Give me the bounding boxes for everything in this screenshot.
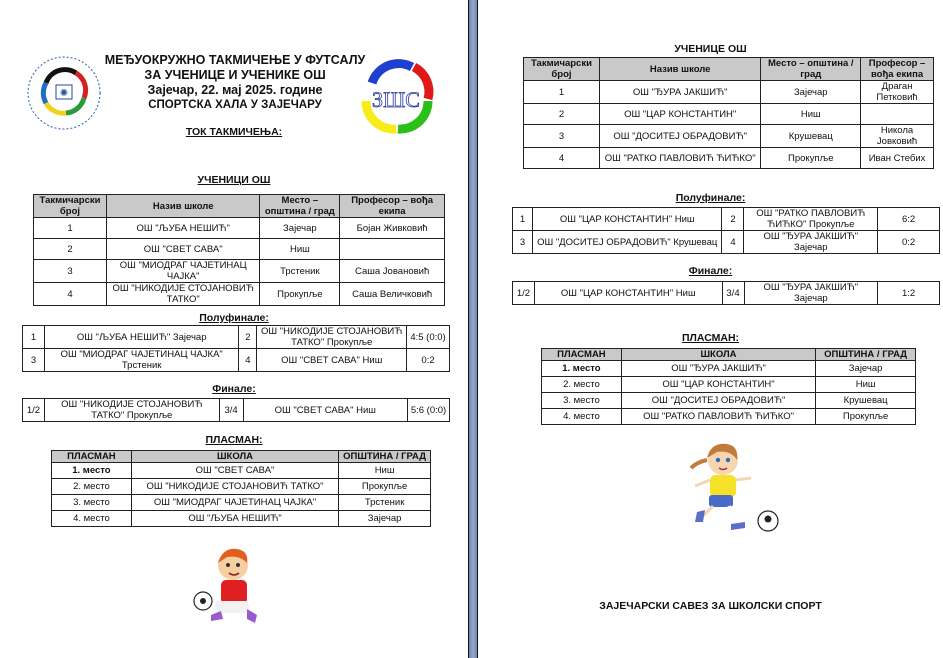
municipality: Ниш xyxy=(816,377,916,393)
municipality: Зајечар xyxy=(816,361,916,377)
table-row xyxy=(34,283,445,306)
column-header: Назив школе xyxy=(106,195,260,218)
match-row xyxy=(513,231,940,254)
team-number: 2 xyxy=(34,239,107,260)
ranking-header-row xyxy=(542,349,916,361)
municipality: Трстеник xyxy=(260,260,340,283)
document-page-left xyxy=(0,0,468,658)
column-header: ОПШТИНА / ГРАД xyxy=(816,349,916,361)
column-header: Назив школе xyxy=(599,58,760,81)
municipality: Ниш xyxy=(339,463,431,479)
school-name: ОШ "МИОДРАГ ЧАЈЕТИНАЦ ЧАЈКА" xyxy=(106,260,260,283)
team-number: 2 xyxy=(524,104,600,125)
score: 0:2 xyxy=(407,349,450,372)
organizer-footer: ЗАЈЕЧАРСКИ САВЕЗ ЗА ШКОЛСКИ СПОРТ xyxy=(599,600,822,612)
match-row xyxy=(23,326,450,349)
svg-text:✺: ✺ xyxy=(59,88,69,99)
ranking-heading-girls: ПЛАСМАН: xyxy=(681,332,740,344)
boy-football-illustration xyxy=(185,543,275,635)
column-header: ШКОЛА xyxy=(131,451,338,463)
group-heading-boys: УЧЕНИЦИ ОШ xyxy=(197,174,271,186)
municipality: Зајечар xyxy=(260,218,340,239)
seed: 2 xyxy=(239,326,257,349)
school-name: ОШ "НИКОДИЈЕ СТОЈАНОВИЋ ТАТКО" xyxy=(106,283,260,306)
place: 3. место xyxy=(52,495,132,511)
municipality: Ниш xyxy=(761,104,861,125)
home-team: ОШ "ДОСИТЕЈ ОБРАДОВИЋ" Крушевац xyxy=(532,231,722,254)
teams-header-row xyxy=(524,58,934,81)
seed: 3 xyxy=(23,349,45,372)
school-name: ОШ "РАТКО ПАВЛОВИЋ ЋИЋКО" xyxy=(599,148,760,169)
final-heading-boys: Финале: xyxy=(212,383,256,395)
title-line: ЗА УЧЕНИЦЕ И УЧЕНИКЕ ОШ xyxy=(144,68,326,82)
school-name: ОШ "СВЕТ САВА" xyxy=(106,239,260,260)
match-row xyxy=(513,208,940,231)
away-team: ОШ "ЂУРА ЈАКШИЋ" Зајечар xyxy=(744,282,878,305)
teams-table-girls xyxy=(523,57,934,169)
table-row xyxy=(34,260,445,283)
score: 0:2 xyxy=(878,231,940,254)
away-team: ОШ "ЂУРА ЈАКШИЋ" Зајечар xyxy=(744,231,878,254)
ranking-heading-boys: ПЛАСМАН: xyxy=(205,434,263,446)
final-heading-girls: Финале: xyxy=(688,265,733,277)
home-team: ОШ "ЦАР КОНСТАНТИН" Ниш xyxy=(534,282,722,305)
municipality: Крушевац xyxy=(761,125,861,148)
match-row xyxy=(23,349,450,372)
column-header: Професор – вођа екипа xyxy=(340,195,445,218)
table-row xyxy=(524,104,934,125)
school-name: ОШ "ЦАР КОНСТАНТИН" xyxy=(621,377,815,393)
coach xyxy=(861,104,934,125)
document-page-right xyxy=(478,0,943,658)
coach: Саша Јовановић xyxy=(340,260,445,283)
ranking-table-boys xyxy=(51,450,431,527)
coach: Саша Величковић xyxy=(340,283,445,306)
seed: 4 xyxy=(722,231,744,254)
municipality: Крушевац xyxy=(816,393,916,409)
seed: 1 xyxy=(513,208,533,231)
team-number: 3 xyxy=(34,260,107,283)
municipality: Прокупље xyxy=(339,479,431,495)
place: 2. место xyxy=(52,479,132,495)
semifinal-table-girls xyxy=(512,207,940,254)
team-number: 4 xyxy=(524,148,600,169)
title-line: Зајечар, 22. мај 2025. године xyxy=(147,83,323,97)
away-team: ОШ "СВЕТ САВА" Ниш xyxy=(243,399,407,422)
final-table-boys xyxy=(22,398,450,422)
competition-flow-heading: ТОК ТАКМИЧЕЊА: xyxy=(185,126,283,138)
match-row xyxy=(23,399,450,422)
municipality: Зајечар xyxy=(339,511,431,527)
column-header: ПЛАСМАН xyxy=(542,349,622,361)
table-row xyxy=(542,409,916,425)
place: 4. место xyxy=(542,409,622,425)
teams-header-row xyxy=(34,195,445,218)
school-name: ОШ "ДОСИТЕЈ ОБРАДОВИЋ" xyxy=(599,125,760,148)
column-header: ОПШТИНА / ГРАД xyxy=(339,451,431,463)
school-name: ОШ "СВЕТ САВА" xyxy=(131,463,338,479)
school-name: ОШ "НИКОДИЈЕ СТОЈАНОВИЋ ТАТКО" xyxy=(131,479,338,495)
seed: 3 xyxy=(513,231,533,254)
ranking-header-row xyxy=(52,451,431,463)
title-line: МЕЂУОКРУЖНО ТАКМИЧЕЊЕ У ФУТСАЛУ xyxy=(104,53,366,67)
teams-table-boys xyxy=(33,194,445,306)
match-row xyxy=(513,282,940,305)
seed: 1 xyxy=(23,326,45,349)
event-title xyxy=(100,53,370,113)
table-row xyxy=(52,479,431,495)
away-team: ОШ "СВЕТ САВА" Ниш xyxy=(257,349,407,372)
semifinal-heading-girls: Полуфинале: xyxy=(675,192,746,204)
home-team: ОШ "НИКОДИЈЕ СТОЈАНОВИЋ ТАТКО" Прокупље xyxy=(44,399,219,422)
score: 5:6 (0:0) xyxy=(408,399,450,422)
municipality: Трстеник xyxy=(339,495,431,511)
coach: Драган Петковић xyxy=(861,81,934,104)
school-name: ОШ "ЉУБА НЕШИЋ" xyxy=(131,511,338,527)
place: 3. место xyxy=(542,393,622,409)
team-number: 4 xyxy=(34,283,107,306)
municipality: Зајечар xyxy=(761,81,861,104)
school-name: ОШ "ЂУРА ЈАКШИЋ" xyxy=(621,361,815,377)
seed: 3/4 xyxy=(722,282,744,305)
team-number: 3 xyxy=(524,125,600,148)
seed: 4 xyxy=(239,349,257,372)
table-row xyxy=(52,511,431,527)
title-line: СПОРТСКА ХАЛА У ЗАЈЕЧАРУ xyxy=(148,99,322,111)
column-header: Такмичарски број xyxy=(524,58,600,81)
coach: Бојан Живковић xyxy=(340,218,445,239)
page-divider xyxy=(468,0,478,658)
semifinal-heading-boys: Полуфинале: xyxy=(199,312,269,324)
column-header: Место – општина / град xyxy=(260,195,340,218)
semifinal-table-boys xyxy=(22,325,450,372)
team-number: 1 xyxy=(524,81,600,104)
table-row xyxy=(52,463,431,479)
team-number: 1 xyxy=(34,218,107,239)
table-row xyxy=(542,361,916,377)
table-row xyxy=(542,377,916,393)
school-name: ОШ "РАТКО ПАВЛОВИЋ ЋИЋКО" xyxy=(621,409,815,425)
seed: 2 xyxy=(722,208,744,231)
score: 6:2 xyxy=(878,208,940,231)
table-row xyxy=(524,81,934,104)
score: 1:2 xyxy=(878,282,940,305)
girl-football-illustration xyxy=(673,438,783,538)
table-row xyxy=(524,125,934,148)
table-row xyxy=(52,495,431,511)
column-header: Такмичарски број xyxy=(34,195,107,218)
school-name: ОШ "ДОСИТЕЈ ОБРАДОВИЋ" xyxy=(621,393,815,409)
score: 4:5 (0:0) xyxy=(407,326,450,349)
column-header: ШКОЛА xyxy=(621,349,815,361)
group-heading-girls: УЧЕНИЦЕ ОШ xyxy=(674,43,747,55)
place: 1. место xyxy=(542,361,622,377)
place: 4. место xyxy=(52,511,132,527)
column-header: Место – општина / град xyxy=(761,58,861,81)
column-header: Професор – вођа екипа xyxy=(861,58,934,81)
home-team: ОШ "ЉУБА НЕШИЋ" Зајечар xyxy=(44,326,238,349)
zss-logo-text: ЗШС xyxy=(372,87,420,112)
ranking-table-girls xyxy=(541,348,916,425)
away-team: ОШ "РАТКО ПАВЛОВИЋ ЋИЋКО" Прокупље xyxy=(744,208,878,231)
place: 2. место xyxy=(542,377,622,393)
away-team: ОШ "НИКОДИЈЕ СТОЈАНОВИЋ ТАТКО" Прокупље xyxy=(257,326,407,349)
serbian-school-sports-logo xyxy=(24,53,104,133)
coach: Иван Стебих xyxy=(861,148,934,169)
seed: 3/4 xyxy=(219,399,243,422)
place: 1. место xyxy=(52,463,132,479)
table-row xyxy=(542,393,916,409)
home-team: ОШ "МИОДРАГ ЧАЈЕТИНАЦ ЧАЈКА" Трстеник xyxy=(44,349,238,372)
school-name: ОШ "ЂУРА ЈАКШИЋ" xyxy=(599,81,760,104)
table-row xyxy=(34,218,445,239)
coach xyxy=(340,239,445,260)
table-row xyxy=(524,148,934,169)
home-team: ОШ "ЦАР КОНСТАНТИН" Ниш xyxy=(532,208,722,231)
column-header: ПЛАСМАН xyxy=(52,451,132,463)
municipality: Ниш xyxy=(260,239,340,260)
municipality: Прокупље xyxy=(761,148,861,169)
school-name: ОШ "ЦАР КОНСТАНТИН" xyxy=(599,104,760,125)
coach: Никола Јовковић xyxy=(861,125,934,148)
table-row xyxy=(34,239,445,260)
municipality: Прокупље xyxy=(260,283,340,306)
municipality: Прокупље xyxy=(816,409,916,425)
final-table-girls xyxy=(512,281,940,305)
school-name: ОШ "МИОДРАГ ЧАЈЕТИНАЦ ЧАЈКА" xyxy=(131,495,338,511)
seed: 1/2 xyxy=(513,282,535,305)
school-name: ОШ "ЉУБА НЕШИЋ" xyxy=(106,218,260,239)
seed: 1/2 xyxy=(23,399,45,422)
